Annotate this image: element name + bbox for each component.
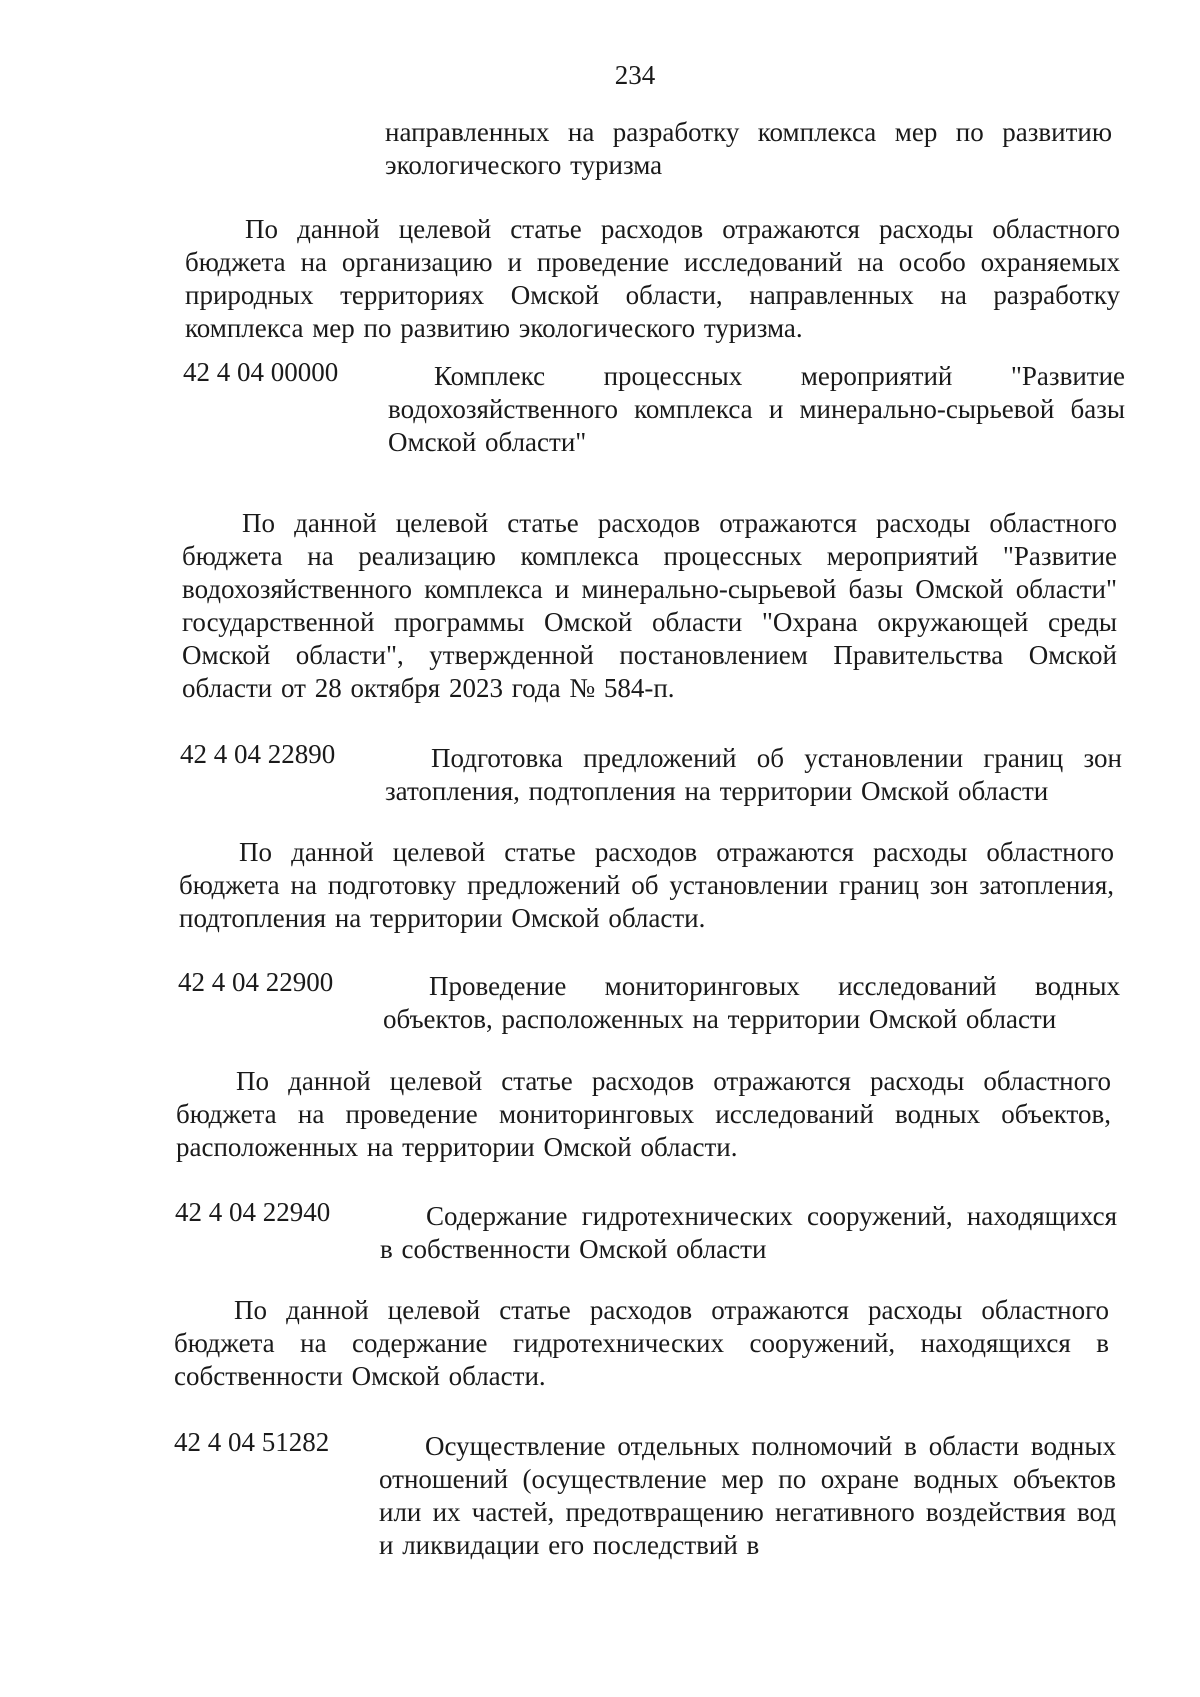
- entry-code: 42 4 04 22940: [175, 1197, 331, 1227]
- entry-code: 42 4 04 00000: [183, 357, 339, 387]
- page-number: 234: [614, 60, 656, 90]
- entry-title: Подготовка предложений об установлении границ зон затопления, подтопления на территории Омской области: [385, 743, 1122, 806]
- entry-title: Комплекс процессных мероприятий "Развитие водохозяйственного комплекса и минерально-сырьевой базы Омской области": [388, 361, 1125, 457]
- paragraph-5: По данной целевой статье расходов отражаются расходы областного бюджета на содержание гидротехнических сооружений, находящихся в собственности Омской области.: [174, 1295, 1109, 1391]
- entry-title: Содержание гидротехнических сооружений, находящихся в собственности Омской области: [380, 1201, 1117, 1264]
- entry-code: 42 4 04 22900: [178, 967, 334, 997]
- entry-title: Осуществление отдельных полномочий в области водных отношений (осуществление мер по охране водных объектов или их частей, предотвращению негативного воздействия вод и ликвидации его последствий в: [379, 1431, 1116, 1560]
- paragraph-3: По данной целевой статье расходов отражаются расходы областного бюджета на подготовку предложений об установлении границ зон затопления, подтопления на территории Омской области.: [179, 837, 1114, 933]
- continuation-text: направленных на разработку комплекса мер по развитию экологического туризма: [385, 117, 1112, 180]
- entry-code: 42 4 04 22890: [180, 739, 336, 769]
- paragraph-2: По данной целевой статье расходов отражаются расходы областного бюджета на реализацию комплекса процессных мероприятий "Развитие водохозяйственного комплекса и минерально-сырьевой базы Омской области" государственной программы Омской области "Охрана окружающей среды Омской области", утвержденной постановлением Правительства Омской области от 28 октября 2023 года № 584-п.: [182, 508, 1117, 703]
- paragraph-1: По данной целевой статье расходов отражаются расходы областного бюджета на организацию и проведение исследований на особо охраняемых природных территориях Омской области, направленных на разработку комплекса мер по развитию экологического туризма.: [185, 214, 1120, 343]
- entry-code: 42 4 04 51282: [174, 1427, 330, 1457]
- entry-title: Проведение мониторинговых исследований водных объектов, расположенных на территории Омской области: [383, 971, 1120, 1034]
- paragraph-4: По данной целевой статье расходов отражаются расходы областного бюджета на проведение мониторинговых исследований водных объектов, расположенных на территории Омской области.: [176, 1066, 1111, 1162]
